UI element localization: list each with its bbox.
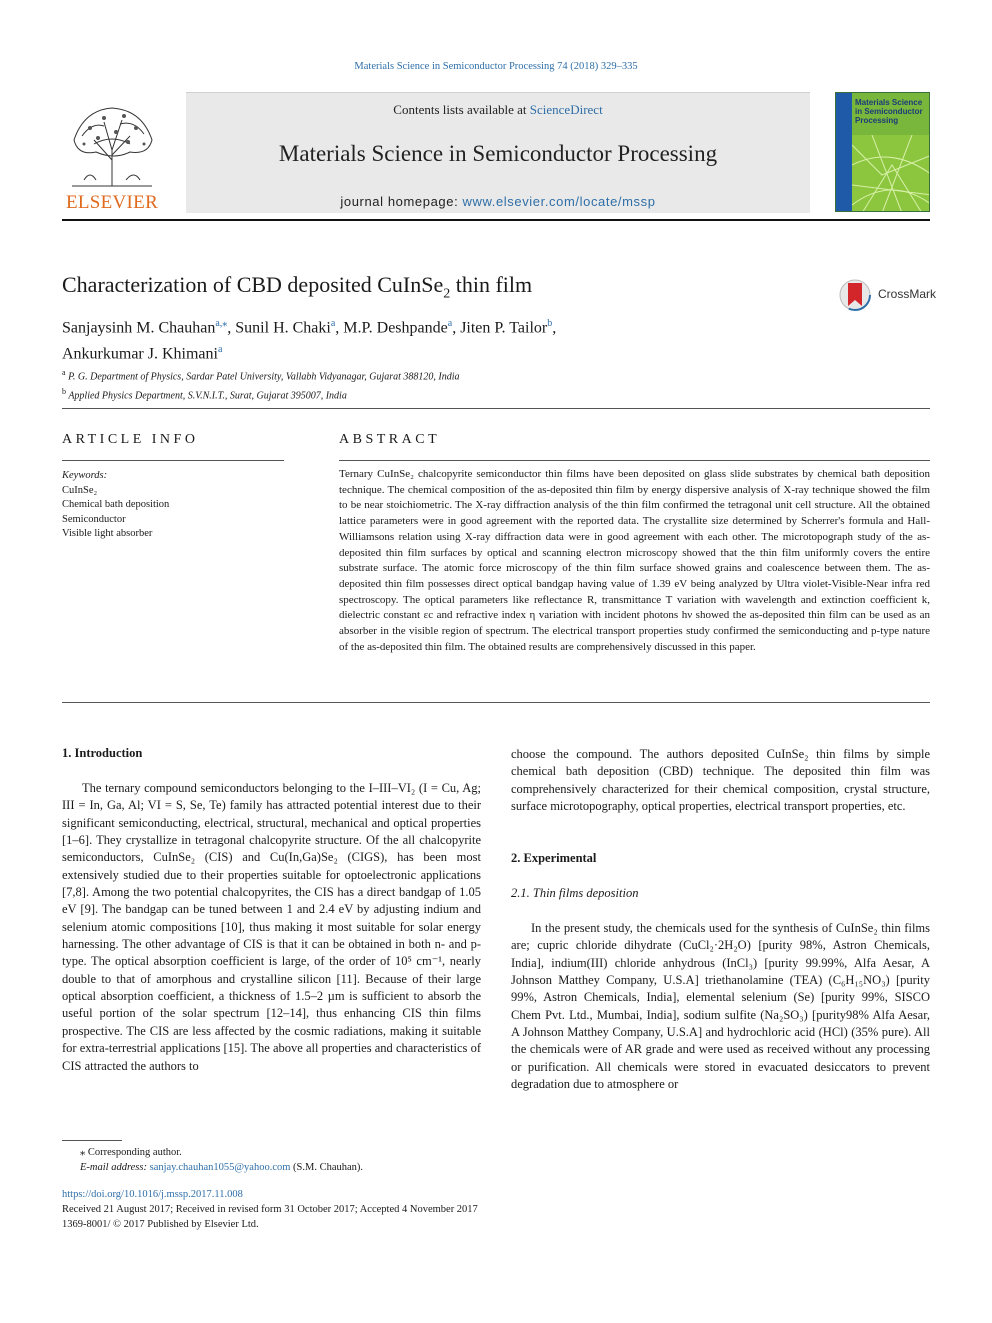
keyword-item: Chemical bath deposition <box>62 499 170 510</box>
subsection-heading-deposition: 2.1. Thin films deposition <box>511 886 639 900</box>
author[interactable]: Jiten P. Tailor <box>460 319 548 337</box>
affiliation-text: P. G. Department of Physics, Sardar Patel University, Vallabh Vidyanagar, Gujarat 388120, India <box>68 371 460 383</box>
author-separator: , <box>227 319 236 337</box>
affiliation-divider <box>62 408 930 409</box>
title-main: Characterization of CBD deposited CuInSe <box>62 272 444 297</box>
cover-stripe <box>836 93 852 212</box>
deposition-column <box>511 920 930 1093</box>
author-separator: , <box>552 319 557 337</box>
contents-line <box>186 102 810 118</box>
doi-link[interactable]: https://doi.org/10.1016/j.mssp.2017.11.008 <box>62 1189 243 1200</box>
journal-cover[interactable] <box>835 92 930 212</box>
journal-name: Materials Science in Semiconductor Processing <box>278 141 718 166</box>
footnote <box>62 1145 363 1175</box>
affiliations <box>62 365 460 404</box>
author[interactable]: Sanjaysinh M. Chauhan <box>62 319 216 337</box>
email-label: E-mail address: <box>80 1162 150 1173</box>
author-list <box>62 313 762 366</box>
keywords-label: Keywords: <box>62 470 108 481</box>
email-line <box>62 1160 363 1175</box>
homepage-link[interactable]: www.elsevier.com/locate/mssp <box>462 194 656 209</box>
header-divider <box>62 219 930 221</box>
elsevier-tree-icon <box>64 100 160 190</box>
affiliation-mark: a <box>62 368 66 377</box>
author-affil-mark[interactable]: a <box>447 318 453 329</box>
author-separator: , <box>452 319 461 337</box>
article-info-heading: ARTICLE INFO <box>62 432 199 447</box>
author-affil-mark[interactable]: a,⁎ <box>215 318 228 329</box>
crossmark-label: CrossMark <box>878 287 937 301</box>
introduction-paragraph: The ternary compound semiconductors belonging to the I–III–VI₂ (I = Cu, Ag; III = In, Ga, Al; VI = S, Se, Te) family has attracted potential interest due to their significant semiconducting, electrical, structural, mechanical and optical properties [1–6]. They crystallize in tetragonal chalcopyrite structure. Of the all chalcopyrite semiconductors, CuInSe₂ (CIS) and Cu(In,Ga)Se₂ (CIGS), has been most extensively studied due to their properties suitable for optoelectronic applications [7,8]. Among the two potential chalcopyrites, the CIS has a direct bandgap of 1.05 eV [9]. The bandgap can be tuned between 1 and 2.4 eV by adjusting indium and selenium atomic compositions [10], thus making it most suitable for solar energy harnessing. The other advantage of CIS is that it can be obtained in both n- and p-type. The optical absorption coefficient is large, of the order of 10⁵ cm⁻¹, nearly double to that of amorphous and crystalline silicon [11]. Because of their large optical absorption coefficient, a thickness of 1.5–2 µm is sufficient to absorb the useful portion of the solar spectrum [12–14], thus enhancing CIS thin films prospective. The CIS are less affected by the cosmic radiations, making it suitable for extra-terrestrial applications [15]. The above all properties and characteristics of CIS attracted the authors to <box>62 781 481 1073</box>
abstract-divider <box>339 460 930 461</box>
publisher-name: ELSEVIER <box>65 192 159 213</box>
article-title <box>62 272 532 302</box>
section-heading-experimental: 2. Experimental <box>511 851 597 865</box>
received-dates: Received 21 August 2017; Received in revised form 31 October 2017; Accepted 4 November 2017 <box>62 1204 478 1215</box>
author-affil-mark[interactable]: b <box>547 318 553 329</box>
abstract-heading: ABSTRACT <box>339 432 441 447</box>
article-info-divider <box>62 460 284 461</box>
contents-prefix: Contents lists available at <box>393 102 530 117</box>
abstract-bottom-divider <box>62 702 930 703</box>
sciencedirect-link[interactable]: ScienceDirect <box>529 102 603 117</box>
journal-header <box>186 92 810 213</box>
email-suffix: (S.M. Chauhan). <box>290 1162 364 1173</box>
author[interactable]: M.P. Deshpande <box>343 319 448 337</box>
author-affil-mark[interactable]: a <box>330 318 336 329</box>
crossmark-icon <box>838 278 874 312</box>
deposition-paragraph: In the present study, the chemicals used for the synthesis of CuInSe₂ thin films are; cupric chloride dihydrate (CuCl₂·2H₂O) [purity 98%, Astron Chemicals, India], indium(III) chloride anhydrous (InCl₃) [purity 99.99%, Alfa Aesar, A Johnson Matthey Company, U.S.A] triethanolamine (TEA) (C₆H₁₅NO₃) [purity 99%, Astron Chemicals, India], elemental selenium (Se) [purity 99%, SISCO Chem Pvt. Ltd., Mumbai, India], sodium sulfite (Na₂SO₃) [purity98% Alfa Aesar, A Johnson Matthey Company, U.S.A] and hydrochloric acid (HCl) (35% pure). All the chemicals were of AR grade and were used as received without any processing or purification. All chemicals were stored in evacuated desiccators to prevent degradation due to atmosphere or <box>511 921 930 1092</box>
corresponding-author-note: ⁎ Corresponding author. <box>80 1147 182 1158</box>
author[interactable]: Ankurkumar J. Khimani <box>62 345 218 363</box>
keyword-item: Visible light absorber <box>62 528 153 539</box>
left-column <box>62 780 481 1075</box>
right-column-continuation: choose the compound. The authors deposited CuInSe₂ thin films by simple chemical bath deposition (CBD) technique. The deposited thin film was comprehensively characterized for their chemical composition, crystal structure, surface microtopography, optical properties, electrical transport properties, etc. <box>511 747 930 814</box>
title-subscript: 2 <box>443 286 451 302</box>
title-end: thin film <box>450 272 533 297</box>
email-link[interactable]: sanjay.chauhan1055@yahoo.com <box>149 1162 291 1173</box>
author-separator: , <box>335 319 344 337</box>
abstract-text: Ternary CuInSe₂ chalcopyrite semiconductor thin films have been deposited on glass slide substrates by chemical bath deposition technique. The chemical composition of the as-deposited thin film by energy dispersive analysis of X-ray technique showed the film to be near stoichiometric. The X-ray diffraction analysis of the thin film confirmed the tetragonal unit cell structure. All the obtained lattice parameters were in good agreement with the reported data. The crystallite size determined by Scherrer's formula and Hall-Williamsons relation using X-ray diffraction data were in good agreement with each other. The microtopograph study of the as-deposited thin film surfaces by optical and scanning electron microscopy showed that the thin film uniformly covers the entire substrate surface. The atomic force microscopy of the thin film surface showed grains and coalescence between them. The as-deposited thin film possesses direct optical bandgap having value of 1.39 eV being analyzed by Ultra violet-Visible-Near infra red spectroscopy. The optical parameters like reflectance R, transmittance T variation with wavelength and extinction coefficient k, dielectric constant εc and refractive index η variation with incident photons hν showed the as-deposited thin film can be used as an absorber in the visible region of spectrum. The electrical transport properties study confirmed the semiconducting and p-type nature of the as-deposited thin film. The obtained results are comprehensively discussed in this paper. <box>339 468 930 653</box>
footnote-divider <box>62 1140 122 1141</box>
affiliation <box>62 384 460 403</box>
affiliation-text: Applied Physics Department, S.V.N.I.T., Surat, Gujarat 395007, India <box>68 390 347 402</box>
crossmark-badge[interactable] <box>838 278 938 312</box>
journal-citation[interactable]: Materials Science in Semiconductor Processing 74 (2018) 329–335 <box>354 61 638 72</box>
keywords <box>62 469 284 542</box>
keyword-item: Semiconductor <box>62 513 126 525</box>
section-heading-introduction: 1. Introduction <box>62 746 143 760</box>
keyword-item: CuInSe₂ <box>62 484 98 496</box>
journal-homepage <box>186 194 810 209</box>
publication-info <box>62 1187 478 1232</box>
affiliation <box>62 365 460 384</box>
copyright: 1369-8001/ © 2017 Published by Elsevier Ltd. <box>62 1219 259 1230</box>
affiliation-mark: b <box>62 387 66 397</box>
cover-title: Materials Science in Semiconductor Processing <box>855 98 923 125</box>
publisher-logo[interactable] <box>62 92 162 214</box>
homepage-prefix: journal homepage: <box>340 194 463 209</box>
author[interactable]: Sunil H. Chaki <box>235 319 331 337</box>
author-affil-mark[interactable]: a <box>217 344 223 356</box>
cover-pattern-icon <box>852 135 930 212</box>
